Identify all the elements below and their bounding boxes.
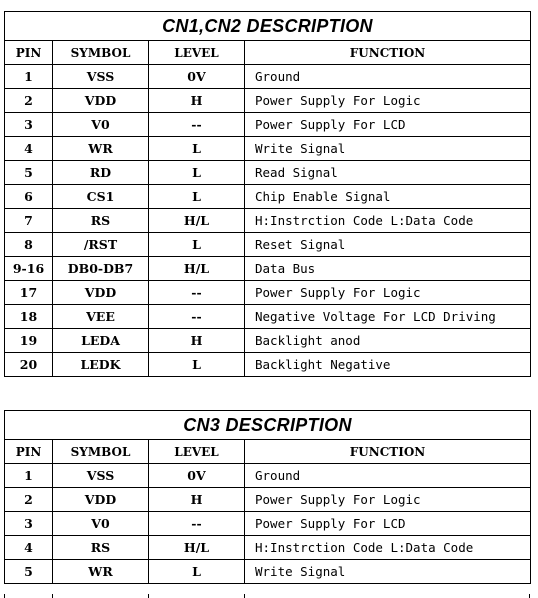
- table-row: [5, 137, 531, 161]
- level-cell: L: [149, 353, 245, 377]
- table-row: [5, 512, 531, 536]
- symbol-cell: RS: [53, 209, 149, 233]
- level-cell: L: [149, 161, 245, 185]
- function-cell: Ground: [245, 464, 531, 488]
- level-cell: H: [149, 488, 245, 512]
- table-row: [5, 488, 531, 512]
- level-cell: H/L: [149, 536, 245, 560]
- function-cell: Write Signal: [245, 560, 531, 584]
- table-row: [5, 233, 531, 257]
- table-row: [5, 161, 531, 185]
- table-row: [5, 353, 531, 377]
- symbol-cell: /RST: [53, 233, 149, 257]
- function-cell: Write Signal: [245, 137, 531, 161]
- table-title: CN1,CN2 DESCRIPTION: [5, 12, 531, 41]
- table-row: [5, 305, 531, 329]
- level-cell: L: [149, 137, 245, 161]
- cn3-description-table: [4, 410, 531, 584]
- pin-cell: 9-16: [5, 257, 53, 281]
- function-cell: Data Bus: [245, 257, 531, 281]
- function-cell: Power Supply For Logic: [245, 89, 531, 113]
- table-row: [5, 89, 531, 113]
- function-cell: H:Instrction Code L:Data Code: [245, 536, 531, 560]
- symbol-cell: LEDK: [53, 353, 149, 377]
- column-header-pin: PIN: [5, 440, 53, 464]
- pin-cell: 5: [5, 560, 53, 584]
- symbol-cell: WR: [53, 560, 149, 584]
- symbol-cell: CS1: [53, 185, 149, 209]
- symbol-cell: RS: [53, 536, 149, 560]
- function-cell: Backlight Negative: [245, 353, 531, 377]
- table-row: [5, 65, 531, 89]
- table-row: [5, 281, 531, 305]
- column-header-function: FUNCTION: [245, 440, 531, 464]
- pin-cell: 8: [5, 233, 53, 257]
- level-cell: H/L: [149, 257, 245, 281]
- level-cell: 0V: [149, 464, 245, 488]
- pin-cell: 6: [5, 185, 53, 209]
- function-cell: Power Supply For Logic: [245, 488, 531, 512]
- pin-cell: 3: [5, 113, 53, 137]
- level-cell: L: [149, 185, 245, 209]
- function-cell: H:Instrction Code L:Data Code: [245, 209, 531, 233]
- table-row: [5, 464, 531, 488]
- level-cell: --: [149, 512, 245, 536]
- function-cell: Reset Signal: [245, 233, 531, 257]
- function-cell: Power Supply For LCD: [245, 113, 531, 137]
- symbol-cell: RD: [53, 161, 149, 185]
- column-header-symbol: SYMBOL: [53, 41, 149, 65]
- level-cell: H: [149, 329, 245, 353]
- table-row: [5, 536, 531, 560]
- pin-cell: 19: [5, 329, 53, 353]
- function-cell: Backlight anod: [245, 329, 531, 353]
- pin-cell: 20: [5, 353, 53, 377]
- level-cell: --: [149, 113, 245, 137]
- level-cell: --: [149, 281, 245, 305]
- pin-cell: 2: [5, 488, 53, 512]
- level-cell: H/L: [149, 209, 245, 233]
- pin-cell: 5: [5, 161, 53, 185]
- function-cell: Read Signal: [245, 161, 531, 185]
- column-header-level: LEVEL: [149, 440, 245, 464]
- pin-cell: 2: [5, 89, 53, 113]
- symbol-cell: V0: [53, 113, 149, 137]
- pin-cell: 1: [5, 464, 53, 488]
- symbol-cell: VSS: [53, 464, 149, 488]
- pin-cell: 4: [5, 536, 53, 560]
- symbol-cell: VDD: [53, 488, 149, 512]
- symbol-cell: VSS: [53, 65, 149, 89]
- level-cell: H: [149, 89, 245, 113]
- table-row: [5, 257, 531, 281]
- symbol-cell: DB0-DB7: [53, 257, 149, 281]
- function-cell: Power Supply For Logic: [245, 281, 531, 305]
- table-row: [5, 560, 531, 584]
- cn1-cn2-description-table: [4, 11, 531, 377]
- level-cell: 0V: [149, 65, 245, 89]
- symbol-cell: WR: [53, 137, 149, 161]
- column-header-pin: PIN: [5, 41, 53, 65]
- column-header-level: LEVEL: [149, 41, 245, 65]
- pin-cell: 17: [5, 281, 53, 305]
- pin-cell: 7: [5, 209, 53, 233]
- table-title: CN3 DESCRIPTION: [5, 411, 531, 440]
- level-cell: L: [149, 233, 245, 257]
- pin-cell: 3: [5, 512, 53, 536]
- level-cell: L: [149, 560, 245, 584]
- symbol-cell: VDD: [53, 89, 149, 113]
- level-cell: --: [149, 305, 245, 329]
- function-cell: Power Supply For LCD: [245, 512, 531, 536]
- table-continuation-edge: [4, 594, 531, 598]
- table-row: [5, 209, 531, 233]
- symbol-cell: V0: [53, 512, 149, 536]
- function-cell: Chip Enable Signal: [245, 185, 531, 209]
- table-row: [5, 113, 531, 137]
- pin-cell: 1: [5, 65, 53, 89]
- column-header-symbol: SYMBOL: [53, 440, 149, 464]
- symbol-cell: VDD: [53, 281, 149, 305]
- symbol-cell: VEE: [53, 305, 149, 329]
- symbol-cell: LEDA: [53, 329, 149, 353]
- pin-cell: 18: [5, 305, 53, 329]
- column-header-function: FUNCTION: [245, 41, 531, 65]
- function-cell: Negative Voltage For LCD Driving: [245, 305, 531, 329]
- pin-cell: 4: [5, 137, 53, 161]
- table-row: [5, 185, 531, 209]
- function-cell: Ground: [245, 65, 531, 89]
- table-row: [5, 329, 531, 353]
